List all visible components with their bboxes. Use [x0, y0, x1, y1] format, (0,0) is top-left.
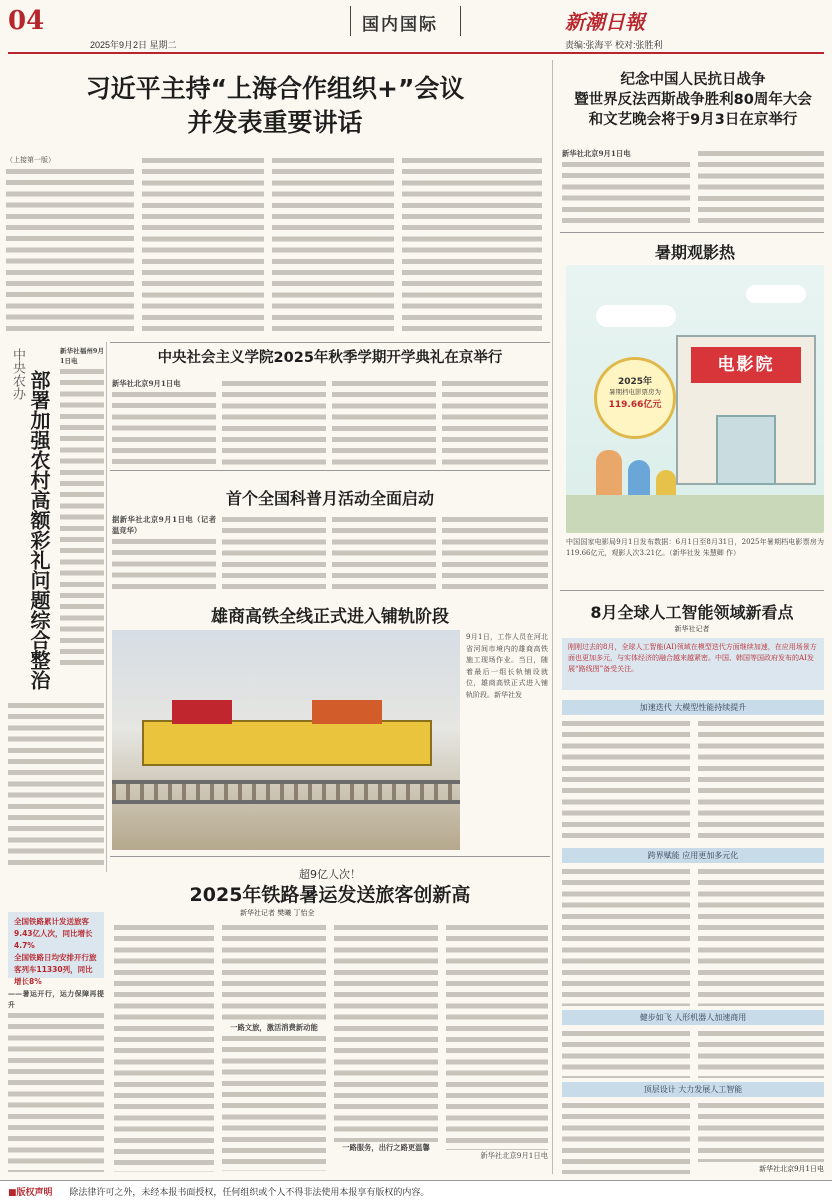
science-body-text: [442, 514, 548, 594]
ai-body-text: [698, 718, 824, 842]
newspaper-logo: 新潮日報: [565, 10, 645, 34]
science-body-text: [112, 536, 216, 594]
railway-body-col5: [446, 922, 548, 1172]
science-headline: 首个全国科普月活动全面启动: [225, 489, 434, 508]
science-body-col2: [222, 514, 326, 594]
science-body-text: [332, 514, 436, 594]
lead-body-text: [6, 166, 134, 334]
lead-body-col4: [402, 155, 542, 335]
section-rule: [110, 470, 550, 471]
lead-body-text: [272, 155, 394, 335]
page-number: 04: [8, 6, 45, 36]
movies-headline: 暑期观影热: [654, 243, 735, 262]
rural-body-text: [60, 366, 104, 666]
continue-note: （上接第一版）: [6, 156, 55, 164]
badge-label: 暑期档电影票房为: [609, 388, 661, 396]
section-rule: [560, 232, 824, 233]
railway-kicker: 超9亿人次！: [299, 868, 361, 881]
party-school-body-text: [222, 378, 326, 466]
badge-value: 119.66亿元: [608, 400, 662, 410]
ai-body-text: [698, 866, 824, 1006]
anniversary-body-col2: [698, 148, 824, 228]
ai-body-c2: [698, 1028, 824, 1078]
header-divider: [350, 6, 351, 36]
party-school-body-col1: [112, 378, 216, 466]
science-body-text: [222, 514, 326, 594]
lead-headline-line2: 并发表重要讲话: [187, 108, 363, 137]
anniversary-headline: [560, 70, 826, 130]
machine-frame: [312, 700, 382, 724]
railway-subhead-1: ——暑运开行，运力保障再提升: [8, 989, 104, 1010]
railway-body-text: [8, 1010, 104, 1172]
rural-kicker: 中央农办: [10, 348, 25, 400]
ai-body-text: [698, 1028, 824, 1078]
railway-body-col4: [334, 922, 438, 1172]
header-rule: [8, 52, 824, 54]
copyright-footer: [0, 1180, 832, 1200]
ai-dateline: 新华社北京9月1日电: [759, 1165, 824, 1173]
party-school-body-col3: [332, 378, 436, 466]
railway-dateline: 新华社北京9月1日电: [480, 1151, 548, 1160]
anniversary-headline-line3: 和文艺晚会将于9月3日在京举行: [588, 112, 798, 128]
lead-body-col2: [142, 155, 264, 335]
railway-body-col2: [114, 922, 214, 1172]
lead-body-text: [142, 155, 264, 335]
railway-track: [112, 800, 460, 804]
lead-body-text: [402, 155, 542, 335]
lead-body-col3: [272, 155, 394, 335]
railway-byline: 新华社记者 樊曦 丁怡全: [240, 909, 315, 917]
railway-body-col1: [8, 988, 104, 1172]
railway-subhead-3: 一路服务，出行之路更温馨: [342, 1143, 430, 1152]
badge-year: 2025年: [617, 377, 653, 387]
railway-photo-caption: 9月1日，工作人员在河北省河间市境内的雄商高铁施工现场作业。当日，随着最后一组长轨铺设就位，雄商高铁正式进入铺轨阶段。新华社发: [466, 633, 548, 699]
anniversary-body-col1: [562, 148, 690, 228]
anniversary-headline-line1: 纪念中国人民抗日战争: [620, 72, 766, 88]
party-school-body-text: [332, 378, 436, 466]
party-school-body-col2: [222, 378, 326, 466]
railway-body-text: [114, 922, 214, 1172]
ai-body-a2: [698, 718, 824, 842]
railway-body-col3: [222, 922, 326, 1172]
cinema-sign: 电影院: [691, 347, 801, 383]
header-divider: [460, 6, 461, 36]
column-divider: [552, 594, 553, 1174]
science-dateline: 据新华社北京9月1日电（记者温竞华）: [112, 515, 216, 536]
anniversary-body-text: [562, 159, 690, 227]
section-title: 国内国际: [362, 15, 438, 35]
ai-body-text: [698, 1100, 824, 1162]
ai-kicker-4: 顶层设计 大力发展人工智能: [562, 1082, 824, 1097]
ai-body-text: [562, 866, 690, 1006]
copyright-label: ■版权声明: [8, 1188, 53, 1198]
ai-body-d2: [698, 1100, 824, 1162]
column-divider: [106, 342, 107, 872]
railway-body-text: [446, 922, 548, 1150]
machine-frame: [172, 700, 232, 724]
party-school-body-text: [112, 389, 216, 465]
section-rule: [560, 590, 824, 591]
railway-subhead-2: 一路文旅，激活消费新动能: [230, 1023, 318, 1032]
ai-body-text: [562, 718, 690, 842]
ai-kicker-2: 跨界赋能 应用更加多元化: [562, 848, 824, 863]
party-school-body-col4: [442, 378, 548, 466]
rail-sleepers: [112, 784, 460, 800]
railway-body-text: [222, 1033, 326, 1171]
rural-body-col1: [60, 346, 104, 666]
section-rule: [110, 342, 550, 343]
rural-body-col2: [8, 700, 104, 870]
science-body-col3: [332, 514, 436, 594]
ai-body-b1: [562, 866, 690, 1006]
anniversary-dateline: 新华社北京9月1日电: [562, 149, 631, 158]
party-school-headline: 中央社会主义学院2025年秋季学期开学典礼在京举行: [157, 350, 503, 366]
railway-photo-headline: 雄商高铁全线正式进入铺轨阶段: [211, 607, 449, 627]
anniversary-headline-line2: 暨世界反法西斯战争胜利80周年大会: [574, 92, 812, 108]
railway-stat-1: 全国铁路累计发送旅客9.43亿人次，同比增长4.7%: [14, 917, 93, 950]
anniversary-body-text: [698, 148, 824, 228]
editors-credit: 责编:张海平 校对:张胜利: [565, 40, 663, 50]
movies-illustration: [566, 265, 824, 533]
ai-intro-box: 刚刚过去的8月，全球人工智能(AI)领域在模型迭代方面继续加速，在应用场景方面也更加多元，与实体经济的融合越来越紧密。中国、韩国等国政府发布的AI发展“路线图”备受关注。: [562, 638, 824, 690]
railway-headline: 2025年铁路暑运发送旅客创新高: [189, 884, 471, 906]
ai-body-d1: [562, 1100, 690, 1174]
party-school-dateline: 新华社北京9月1日电: [112, 379, 181, 388]
railway-body-text: [222, 922, 326, 1022]
cloud-shape: [746, 285, 806, 303]
ai-kicker-3: 健步如飞 人形机器人加速商用: [562, 1010, 824, 1025]
ai-body-a1: [562, 718, 690, 842]
cinema-door: [716, 415, 776, 485]
copyright-text: 除法律许可之外，未经本报书面授权，任何组织或个人不得非法使用本报享有版权的内容。: [69, 1188, 430, 1198]
ai-body-text: [562, 1028, 690, 1078]
track-machine: [142, 720, 432, 766]
party-school-body-text: [442, 378, 548, 466]
box-office-badge: [594, 357, 676, 439]
railway-stat-2: 全国铁路日均安排开行旅客列车11330列，同比增长8%: [14, 953, 97, 986]
ai-headline: 8月全球人工智能领域新看点: [590, 603, 794, 622]
science-body-col1: [112, 514, 216, 594]
ai-body-c1: [562, 1028, 690, 1078]
rural-headline: 部署加强农村高额彩礼问题综合整治: [27, 370, 51, 690]
lead-headline-line1: 习近平主持“上海合作组织+”会议: [85, 74, 465, 103]
rural-body-text: [8, 700, 104, 870]
cloud-shape: [596, 305, 676, 327]
rural-dateline: 新华社福州9月1日电: [60, 347, 104, 365]
railway-body-text: [334, 922, 438, 1142]
lead-body-col1: [6, 155, 134, 335]
railway-stats-box: [8, 912, 104, 986]
ai-byline: 新华社记者: [674, 625, 710, 633]
science-body-col4: [442, 514, 548, 594]
section-rule: [110, 856, 550, 857]
ai-body-b2: [698, 866, 824, 1006]
railway-photo: [112, 630, 460, 850]
ai-body-text: [562, 1100, 690, 1174]
lead-headline: [20, 72, 530, 140]
ai-kicker-1: 加速迭代 大模型性能持续提升: [562, 700, 824, 715]
issue-date: 2025年9月2日 星期二: [90, 40, 177, 50]
ground: [566, 495, 824, 533]
movies-caption: 中国国家电影局9月1日发布数据：6月1日至8月31日，2025年暑期档电影票房为119.66亿元，观影人次3.21亿。（新华社发 朱慧卿 作）: [566, 538, 824, 557]
